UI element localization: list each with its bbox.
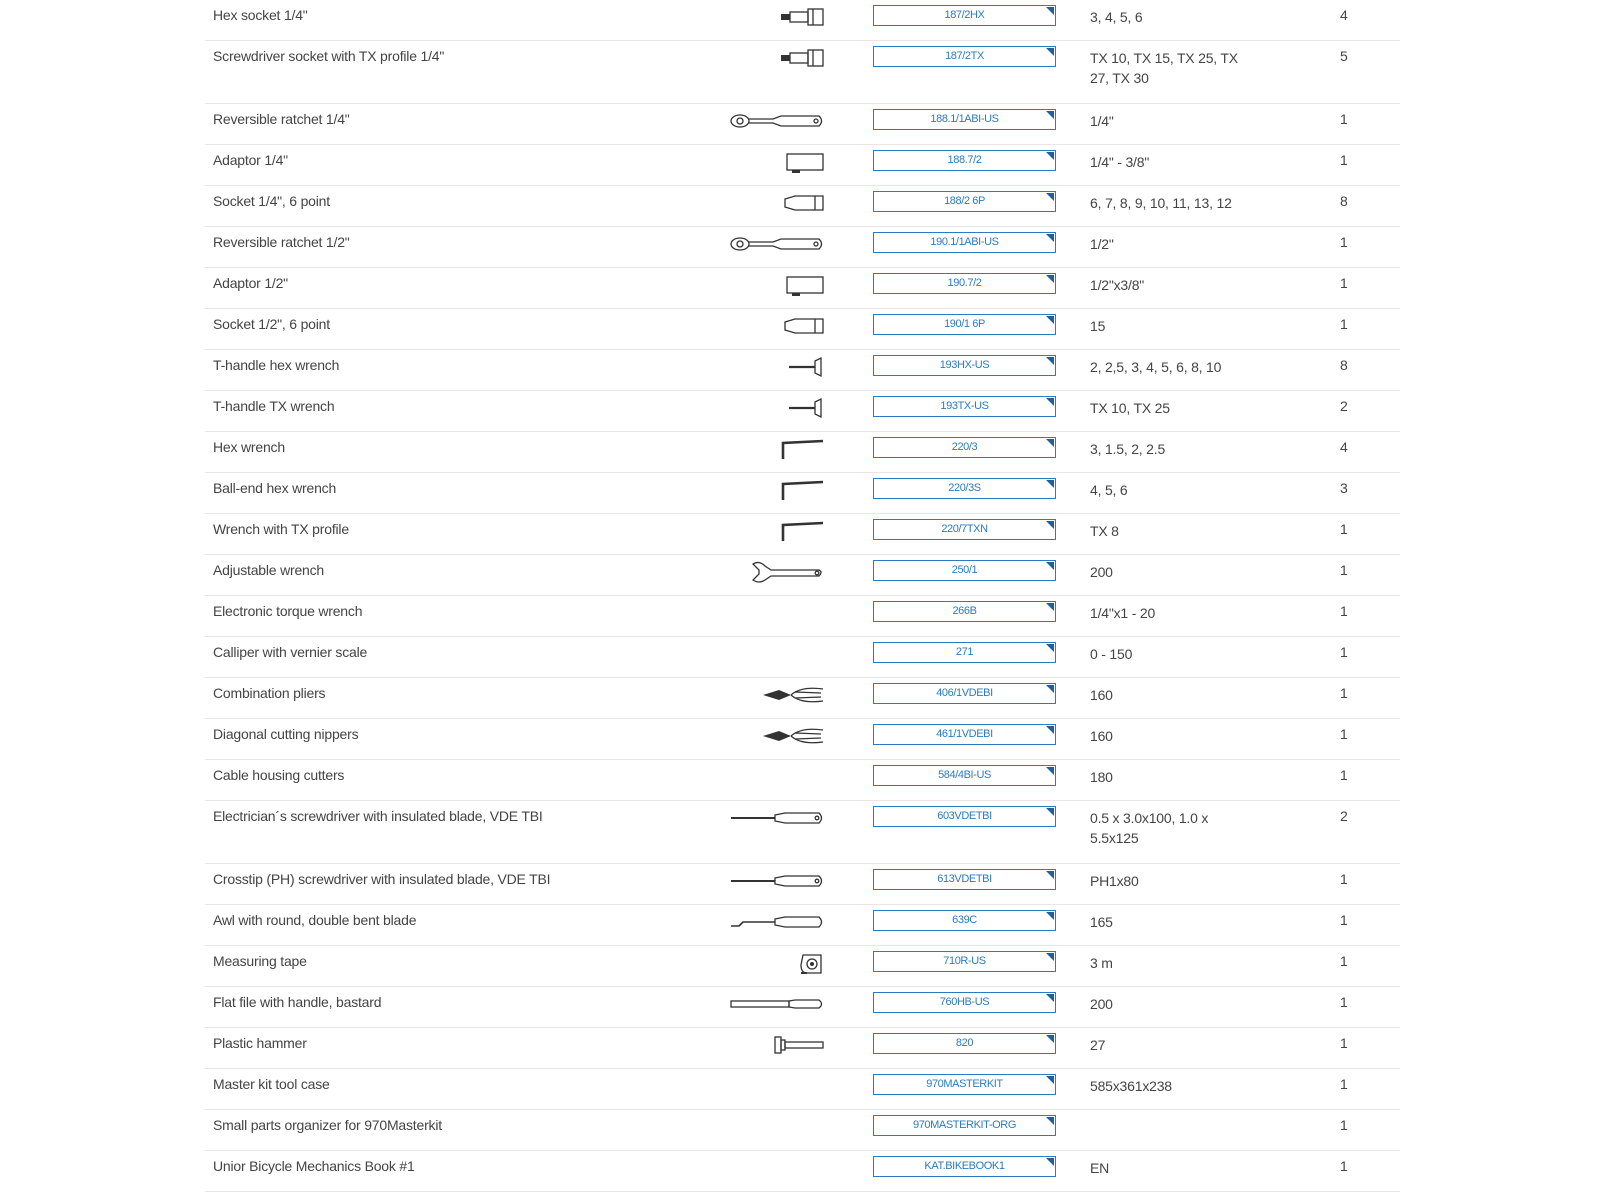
table-row: [205, 1110, 1400, 1151]
tool-size: 160: [1090, 687, 1113, 703]
product-code-link[interactable]: 760HB-US: [873, 992, 1056, 1013]
socket-icon: [725, 313, 825, 339]
tool-size: 27: [1090, 1037, 1106, 1053]
product-code-link[interactable]: 220/3S: [873, 478, 1056, 499]
tool-quantity: 1: [1340, 726, 1348, 742]
tool-quantity: 1: [1340, 275, 1348, 291]
tool-name: Electronic torque wrench: [213, 603, 363, 619]
table-row: [205, 760, 1400, 801]
table-row: [205, 268, 1400, 309]
product-code-link[interactable]: 613VDETBI: [873, 869, 1056, 890]
screwdriver-icon: [725, 805, 825, 831]
tool-name: T-handle hex wrench: [213, 357, 340, 373]
tool-size: 3 m: [1090, 955, 1113, 971]
product-code-link[interactable]: 820: [873, 1033, 1056, 1054]
ratchet-icon: [725, 231, 825, 257]
icon-placeholder: [725, 641, 825, 667]
tool-quantity: 8: [1340, 357, 1348, 373]
product-code-link[interactable]: 190.7/2: [873, 273, 1056, 294]
tool-size: 15: [1090, 318, 1106, 334]
table-row: [205, 432, 1400, 473]
tool-quantity: 1: [1340, 953, 1348, 969]
product-code-link[interactable]: 190/1 6P: [873, 314, 1056, 335]
tool-name: Calliper with vernier scale: [213, 644, 368, 660]
tool-name: Cable housing cutters: [213, 767, 345, 783]
product-code-link[interactable]: 188.7/2: [873, 150, 1056, 171]
table-row: [205, 514, 1400, 555]
tool-name: Combination pliers: [213, 685, 326, 701]
tool-name: T-handle TX wrench: [213, 398, 335, 414]
adaptor-icon: [725, 149, 825, 175]
tool-size: 180: [1090, 769, 1113, 785]
tool-quantity: 3: [1340, 480, 1348, 496]
socket-icon: [725, 190, 825, 216]
tool-quantity: 1: [1340, 1076, 1348, 1092]
tool-size: 1/2"x3/8": [1090, 277, 1145, 293]
table-row: [205, 1069, 1400, 1110]
tool-quantity: 1: [1340, 912, 1348, 928]
table-row: [205, 678, 1400, 719]
ratchet-icon: [725, 108, 825, 134]
tool-quantity: 1: [1340, 234, 1348, 250]
tool-size: EN: [1090, 1160, 1110, 1176]
table-row: [205, 350, 1400, 391]
tool-size: TX 10, TX 15, TX 25, TX 27, TX 30: [1090, 50, 1238, 86]
product-code-link[interactable]: 584/4BI-US: [873, 765, 1056, 786]
tool-size: 200: [1090, 996, 1113, 1012]
tool-list-table: [205, 0, 1400, 1192]
tool-quantity: 1: [1340, 111, 1348, 127]
tool-quantity: 1: [1340, 994, 1348, 1010]
product-code-link[interactable]: 220/7TXN: [873, 519, 1056, 540]
tool-name: Adaptor 1/2": [213, 275, 288, 291]
tool-name: Crosstip (PH) screwdriver with insulated blade, VDE TBI: [213, 871, 551, 887]
tool-name: Adaptor 1/4": [213, 152, 288, 168]
l-key-icon: [725, 477, 825, 503]
icon-placeholder: [725, 1114, 825, 1140]
tool-size: 1/4": [1090, 113, 1114, 129]
tool-quantity: 1: [1340, 1117, 1348, 1133]
product-code-link[interactable]: 220/3: [873, 437, 1056, 458]
tool-name: Reversible ratchet 1/4": [213, 111, 350, 127]
tool-name: Small parts organizer for 970Masterkit: [213, 1117, 442, 1133]
product-code-link[interactable]: 406/1VDEBI: [873, 683, 1056, 704]
tool-quantity: 1: [1340, 1035, 1348, 1051]
product-code-link[interactable]: 710R-US: [873, 951, 1056, 972]
t-handle-icon: [725, 395, 825, 421]
pliers-icon: [725, 723, 825, 749]
tool-name: Wrench with TX profile: [213, 521, 349, 537]
tool-name: Master kit tool case: [213, 1076, 330, 1092]
table-row: [205, 864, 1400, 905]
table-row: [205, 946, 1400, 987]
tool-name: Adjustable wrench: [213, 562, 324, 578]
tool-size: PH1x80: [1090, 873, 1139, 889]
tool-name: Awl with round, double bent blade: [213, 912, 417, 928]
table-row: [205, 719, 1400, 760]
tool-size: 6, 7, 8, 9, 10, 11, 13, 12: [1090, 195, 1232, 211]
product-code-link[interactable]: KAT.BIKEBOOK1: [873, 1156, 1056, 1177]
product-code-link[interactable]: 190.1/1ABI-US: [873, 232, 1056, 253]
table-row: [205, 1151, 1400, 1192]
awl-icon: [725, 909, 825, 935]
product-code-link[interactable]: 266B: [873, 601, 1056, 622]
tool-name: Ball-end hex wrench: [213, 480, 337, 496]
l-key-icon: [725, 436, 825, 462]
table-row: [205, 905, 1400, 946]
table-row: [205, 0, 1400, 41]
table-row: [205, 596, 1400, 637]
tool-quantity: 1: [1340, 562, 1348, 578]
product-code-link[interactable]: 187/2TX: [873, 46, 1056, 67]
l-key-icon: [725, 518, 825, 544]
tool-size: 1/4" - 3/8": [1090, 154, 1150, 170]
tool-size: 160: [1090, 728, 1113, 744]
tool-name: Plastic hammer: [213, 1035, 307, 1051]
tool-name: Electrician´s screwdriver with insulated blade, VDE TBI: [213, 808, 543, 824]
table-row: [205, 186, 1400, 227]
tool-name: Screwdriver socket with TX profile 1/4": [213, 48, 445, 64]
tool-name: Hex socket 1/4": [213, 7, 308, 23]
tool-quantity: 2: [1340, 398, 1348, 414]
tool-size: 1/2": [1090, 236, 1114, 252]
hex-socket-icon: [725, 4, 825, 30]
tool-size: TX 10, TX 25: [1090, 400, 1170, 416]
tool-size: 1/4"x1 - 20: [1090, 605, 1156, 621]
table-row: [205, 555, 1400, 596]
product-code-link[interactable]: 188/2 6P: [873, 191, 1056, 212]
tool-quantity: 1: [1340, 152, 1348, 168]
table-row: [205, 41, 1400, 104]
product-code-link[interactable]: 193HX-US: [873, 355, 1056, 376]
icon-placeholder: [725, 764, 825, 790]
tool-quantity: 1: [1340, 1158, 1348, 1174]
tool-quantity: 1: [1340, 521, 1348, 537]
file-icon: [725, 991, 825, 1017]
tool-quantity: 8: [1340, 193, 1348, 209]
tool-quantity: 4: [1340, 7, 1348, 23]
tool-quantity: 1: [1340, 685, 1348, 701]
screwdriver-icon: [725, 868, 825, 894]
tool-quantity: 1: [1340, 603, 1348, 619]
tool-size: 2, 2,5, 3, 4, 5, 6, 8, 10: [1090, 359, 1222, 375]
hammer-icon: [725, 1032, 825, 1058]
product-code-link[interactable]: 271: [873, 642, 1056, 663]
hex-socket-icon: [725, 45, 825, 71]
tool-size: 3, 4, 5, 6: [1090, 9, 1143, 25]
product-code-link[interactable]: 603VDETBI: [873, 806, 1056, 827]
pliers-icon: [725, 682, 825, 708]
tool-quantity: 1: [1340, 316, 1348, 332]
tool-name: Socket 1/4", 6 point: [213, 193, 330, 209]
tool-size: 200: [1090, 564, 1113, 580]
tool-quantity: 5: [1340, 48, 1348, 64]
t-handle-icon: [725, 354, 825, 380]
tool-name: Unior Bicycle Mechanics Book #1: [213, 1158, 415, 1174]
product-code-link[interactable]: 970MASTERKIT-ORG: [873, 1115, 1056, 1136]
product-code-link[interactable]: 193TX-US: [873, 396, 1056, 417]
icon-placeholder: [725, 1155, 825, 1181]
adjustable-wrench-icon: [725, 559, 825, 585]
table-row: [205, 637, 1400, 678]
tool-name: Socket 1/2", 6 point: [213, 316, 330, 332]
tool-quantity: 1: [1340, 767, 1348, 783]
tool-name: Hex wrench: [213, 439, 285, 455]
tool-quantity: 1: [1340, 871, 1348, 887]
tool-size: TX 8: [1090, 523, 1119, 539]
table-row: [205, 309, 1400, 350]
tool-size: 165: [1090, 914, 1113, 930]
table-row: [205, 104, 1400, 145]
table-row: [205, 227, 1400, 268]
tool-name: Flat file with handle, bastard: [213, 994, 382, 1010]
tool-quantity: 2: [1340, 808, 1348, 824]
table-row: [205, 391, 1400, 432]
tool-size: 4, 5, 6: [1090, 482, 1128, 498]
table-row: [205, 801, 1400, 864]
tool-name: Diagonal cutting nippers: [213, 726, 359, 742]
tool-name: Reversible ratchet 1/2": [213, 234, 350, 250]
tool-quantity: 4: [1340, 439, 1348, 455]
table-row: [205, 145, 1400, 186]
product-code-link[interactable]: 461/1VDEBI: [873, 724, 1056, 745]
table-row: [205, 473, 1400, 514]
tool-size: 0 - 150: [1090, 646, 1133, 662]
tool-size: 3, 1.5, 2, 2.5: [1090, 441, 1166, 457]
tool-size: 585x361x238: [1090, 1078, 1172, 1094]
product-code-link[interactable]: 639C: [873, 910, 1056, 931]
product-code-link[interactable]: 188.1/1ABI-US: [873, 109, 1056, 130]
icon-placeholder: [725, 600, 825, 626]
tool-size: 0.5 x 3.0x100, 1.0 x 5.5x125: [1090, 810, 1209, 846]
adaptor-icon: [725, 272, 825, 298]
measuring-tape-icon: [725, 950, 825, 976]
icon-placeholder: [725, 1073, 825, 1099]
table-row: [205, 1028, 1400, 1069]
product-code-link[interactable]: 970MASTERKIT: [873, 1074, 1056, 1095]
product-code-link[interactable]: 187/2HX: [873, 5, 1056, 26]
table-row: [205, 987, 1400, 1028]
tool-quantity: 1: [1340, 644, 1348, 660]
product-code-link[interactable]: 250/1: [873, 560, 1056, 581]
tool-name: Measuring tape: [213, 953, 307, 969]
